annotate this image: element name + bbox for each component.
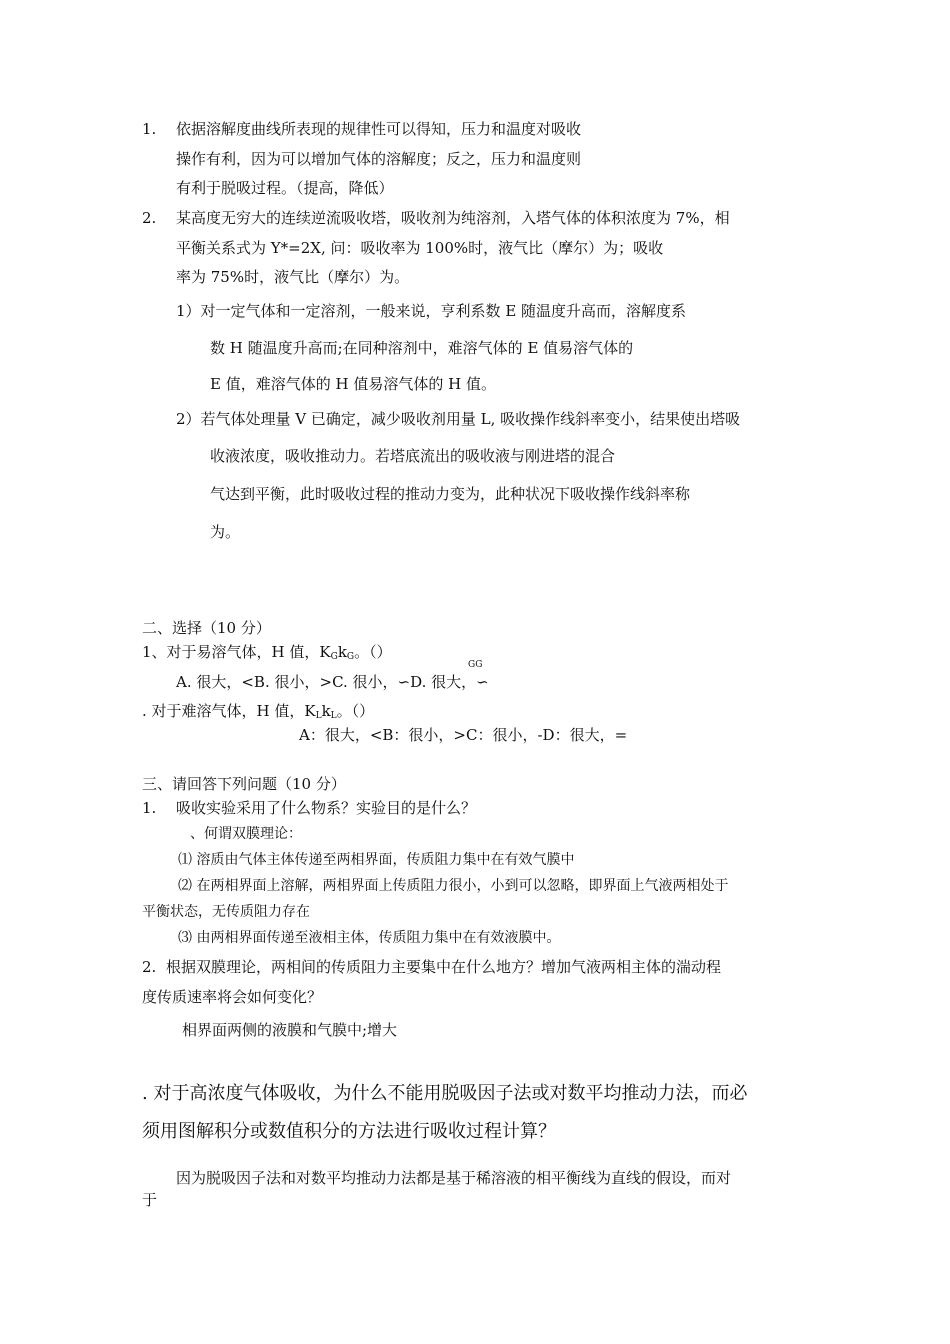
q2-line-3: 率为 75%时，液气比（摩尔）为。 xyxy=(176,268,410,286)
choice-q2-text: . 对于难溶气体，H 值，K xyxy=(142,702,316,720)
choice-q2-sub-1: L xyxy=(315,711,322,721)
choice-q1-text: 1、对于易溶气体，H 值，K xyxy=(142,643,331,661)
section2-heading: 二、选择（10 分） xyxy=(142,619,271,637)
sub2-line-1: 2）若气体处理量 V 已确定，减少吸收剂用量 L, 吸收操作线斜率变小，结果使出塔吸 xyxy=(176,410,741,428)
s3-q1-number: 1. xyxy=(142,799,157,817)
sub2-line-3: 气达到平衡，此时吸收过程的推动力变为，此种状况下吸收操作线斜率称 xyxy=(210,485,691,503)
q2-line-1: 某高度无穷大的连续逆流吸收塔，吸收剂为纯溶剂，入塔气体的体积浓度为 7%，相 xyxy=(176,209,730,227)
q2-number: 2. xyxy=(142,209,157,227)
choice-q2-options: A：很大，<B：很小，>C：很小，-D：很大，= xyxy=(299,726,628,744)
choice-q1-end: 。（） xyxy=(354,643,392,661)
s3-q4-line-2: 须用图解积分或数值积分的方法进行吸收过程计算？ xyxy=(142,1121,556,1142)
choice-q1-floating-label: GG xyxy=(468,660,483,670)
s3-q3-answer: 相界面两侧的液膜和气膜中;增大 xyxy=(182,1021,398,1039)
choice-q2-end: 。（） xyxy=(336,702,375,720)
s3-q3-number: 2. xyxy=(142,958,157,976)
sub2-line-2: 收液浓度，吸收推动力。若塔底流出的吸收液与刚进塔的混合 xyxy=(210,447,616,465)
s3-q2-title: 、何谓双膜理论： xyxy=(190,826,302,842)
s3-q2-point-1: ⑴ 溶质由气体主体传递至两相界面，传质阻力集中在有效气膜中 xyxy=(178,852,575,868)
s3-q2-point-3: ⑶ 由两相界面传递至液相主体，传质阻力集中在有效液膜中。 xyxy=(178,930,561,946)
choice-q1 xyxy=(142,642,392,667)
q1-line-3: 有利于脱吸过程。（提高，降低） xyxy=(176,179,394,197)
s3-q2-point-2a: ⑵ 在两相界面上溶解，两相界面上传质阻力很小，小到可以忽略，即界面上气液两相处于 xyxy=(178,878,729,894)
choice-q1-sub-2: G xyxy=(346,652,355,662)
sub2-line-4: 为。 xyxy=(210,523,241,541)
sub1-line-2: 数 H 随温度升高而;在同种溶剂中，难溶气体的 E 值易溶气体的 xyxy=(210,339,634,357)
s3-q3-line-1: 根据双膜理论，两相间的传质阻力主要集中在什么地方？增加气液两相主体的湍动程 xyxy=(166,958,722,976)
sub1-line-1: 1）对一定气体和一定溶剂，一般来说，亨利系数 E 随温度升高而，溶解度系 xyxy=(176,302,687,320)
choice-q1-sub-1: G xyxy=(330,652,338,662)
choice-q2-sub-2: L xyxy=(330,711,337,721)
s3-q3-line-2: 度传质速率将会如何变化？ xyxy=(142,988,323,1006)
choice-q1-options: A. 很大，<B. 很小，>C. 很小，∽D. 很大，∽ xyxy=(176,673,489,691)
choice-q2 xyxy=(142,701,374,726)
choice-q1-mid: k xyxy=(337,643,347,661)
sub1-line-3: E 值，难溶气体的 H 值易溶气体的 H 值。 xyxy=(210,375,496,393)
s3-answer4-line-2: 于 xyxy=(142,1191,158,1209)
q1-number: 1. xyxy=(142,120,157,138)
q2-line-2: 平衡关系式为 Y*=2X, 问：吸收率为 100%时，液气比（摩尔）为；吸收 xyxy=(176,239,664,257)
s3-q4-line-1: . 对于高浓度气体吸收，为什么不能用脱吸因子法或对数平均推动力法，而必 xyxy=(142,1083,748,1104)
choice-q2-mid: k xyxy=(321,702,331,720)
q1-line-2: 操作有利，因为可以增加气体的溶解度；反之，压力和温度则 xyxy=(176,150,582,168)
s3-answer4-line-1: 因为脱吸因子法和对数平均推动力法都是基于稀溶液的相平衡线为直线的假设，而对 xyxy=(176,1169,732,1187)
section3-heading: 三、请回答下列问题（10 分） xyxy=(142,775,346,793)
q1-line-1: 依据溶解度曲线所表现的规律性可以得知，压力和温度对吸收 xyxy=(176,120,582,138)
s3-q1-text: 吸收实验采用了什么物系？实验目的是什么？ xyxy=(176,799,477,817)
s3-q2-point-2b: 平衡状态，无传质阻力存在 xyxy=(142,904,310,920)
